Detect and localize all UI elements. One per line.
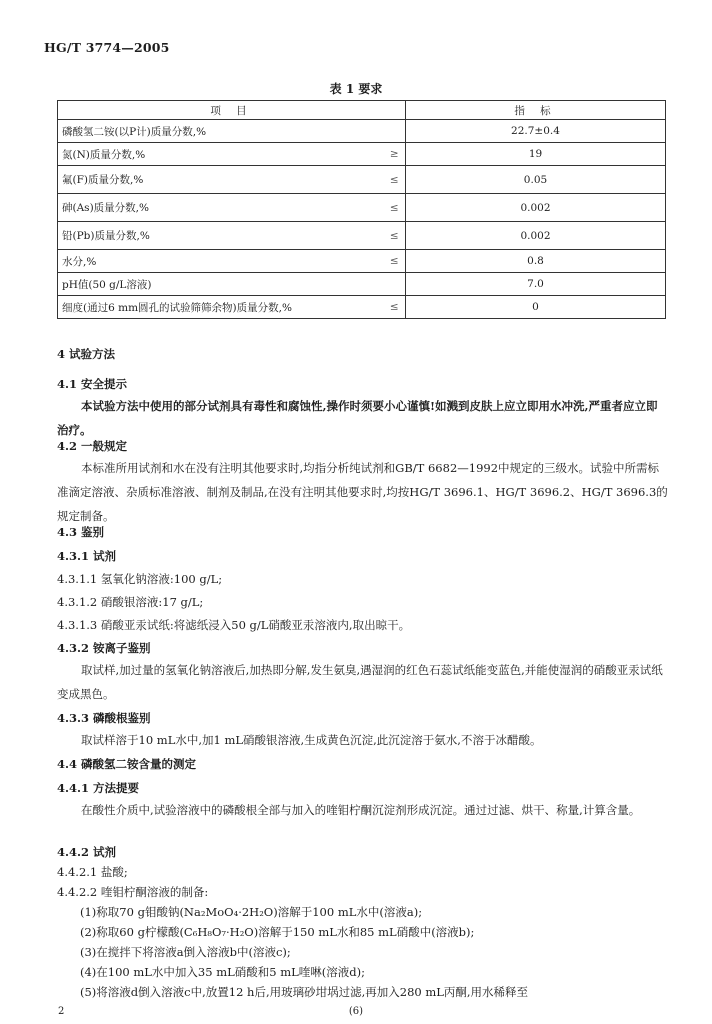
ammonium-identification-paragraph: 取试样,加过量的氢氧化钠溶液后,加热即分解,发生氨臭,遇湿润的红色石蕊试纸能变蓝色,并能使湿润的硝酸亚汞试纸变成黑色。 xyxy=(57,663,663,701)
row-sign: ≤ xyxy=(384,296,406,319)
row-value: 0.8 xyxy=(406,250,666,273)
row-sign: ≤ xyxy=(384,166,406,194)
section-4-3-heading: 4.3 鉴别 xyxy=(57,525,105,539)
section-4-3-1-heading: 4.3.1 试剂 xyxy=(57,549,117,563)
table-row xyxy=(58,143,666,166)
section-4-2-heading: 4.2 一般规定 xyxy=(57,439,128,453)
general-provisions-paragraph: 本标准所用试剂和水在没有注明其他要求时,均指分析纯试剂和GB/T 6682—1992中规定的三级水。试验中所需标准滴定溶液、杂质标准溶液、制剂及制品,在没有注明其他要求时,均按HG/T 3696.1、HG/T 3696.2、HG/T 3696.3的规定制备。 xyxy=(57,461,668,523)
row-sign: ≤ xyxy=(384,222,406,250)
row-item: 氟(F)质量分数,% xyxy=(58,166,384,194)
item-4-3-1-1: 4.3.1.1 氢氧化钠溶液:100 g/L; xyxy=(57,572,223,586)
step-3: (3)在搅拌下将溶液a倒入溶液b中(溶液c); xyxy=(80,945,291,959)
row-item: 水分,% xyxy=(58,250,384,273)
row-value: 0.002 xyxy=(406,222,666,250)
row-sign xyxy=(384,273,406,296)
table-row xyxy=(58,166,666,194)
step-2: (2)称取60 g柠檬酸(C₆H₈O₇·H₂O)溶解于150 mL水和85 mL硝酸中(溶液b); xyxy=(80,925,475,939)
row-item: 细度(通过6 mm圆孔的试验筛筛余物)质量分数,% xyxy=(58,296,384,319)
row-sign: ≤ xyxy=(384,194,406,222)
row-item: pH值(50 g/L溶液) xyxy=(58,273,384,296)
item-4-4-2-2: 4.4.2.2 喹钼柠酮溶液的制备: xyxy=(57,885,209,899)
section-4-4-1-heading: 4.4.1 方法提要 xyxy=(57,781,140,795)
table-row xyxy=(58,250,666,273)
row-value: 0.002 xyxy=(406,194,666,222)
table-row xyxy=(58,296,666,319)
item-4-4-2-1: 4.4.2.1 盐酸; xyxy=(57,865,128,879)
table-caption: 表 1 要求 xyxy=(329,82,383,96)
footer-center-mark: (6) xyxy=(348,1006,364,1017)
item-4-3-1-2: 4.3.1.2 硝酸银溶液:17 g/L; xyxy=(57,595,204,609)
section-4-4-heading: 4.4 磷酸氢二铵含量的测定 xyxy=(57,757,197,771)
row-sign xyxy=(384,120,406,143)
step-4: (4)在100 mL水中加入35 mL硝酸和5 mL喹啉(溶液d); xyxy=(80,965,365,979)
table-header-row xyxy=(58,101,666,120)
phosphate-identification-paragraph: 取试样溶于10 mL水中,加1 mL硝酸银溶液,生成黄色沉淀,此沉淀溶于氨水,不溶于冰醋酸。 xyxy=(81,733,542,747)
row-item: 铅(Pb)质量分数,% xyxy=(58,222,384,250)
row-value: 19 xyxy=(406,143,666,166)
row-item: 砷(As)质量分数,% xyxy=(58,194,384,222)
row-value: 7.0 xyxy=(406,273,666,296)
header-value: 指 标 xyxy=(406,101,666,120)
item-4-3-1-3: 4.3.1.3 硝酸亚汞试纸:将滤纸浸入50 g/L硝酸亚汞溶液内,取出晾干。 xyxy=(57,618,411,632)
section-4-3-2-heading: 4.3.2 铵离子鉴别 xyxy=(57,641,151,655)
standard-code: HG/T 3774—2005 xyxy=(44,40,170,55)
method-summary-paragraph: 在酸性介质中,试验溶液中的磷酸根全部与加入的喹钼柠酮沉淀剂形成沉淀。通过过滤、烘干、称量,计算含量。 xyxy=(81,803,641,817)
row-item: 氮(N)质量分数,% xyxy=(58,143,384,166)
section-4-1-heading: 4.1 安全提示 xyxy=(57,377,128,391)
table-row xyxy=(58,222,666,250)
section-4-4-2-heading: 4.4.2 试剂 xyxy=(57,845,117,859)
section-4-heading: 4 试验方法 xyxy=(57,347,116,361)
step-5: (5)将溶液d倒入溶液c中,放置12 h后,用玻璃砂坩埚过滤,再加入280 mL丙酮,用水稀释至 xyxy=(80,985,529,999)
requirements-table xyxy=(57,100,666,319)
row-value: 22.7±0.4 xyxy=(406,120,666,143)
step-1: (1)称取70 g钼酸钠(Na₂MoO₄·2H₂O)溶解于100 mL水中(溶液a); xyxy=(80,905,423,919)
section-4-3-3-heading: 4.3.3 磷酸根鉴别 xyxy=(57,711,151,725)
table-row xyxy=(58,120,666,143)
row-sign: ≥ xyxy=(384,143,406,166)
safety-paragraph: 本试验方法中使用的部分试剂具有毒性和腐蚀性,操作时须要小心谨慎!如溅到皮肤上应立即用水冲洗,严重者应立即治疗。 xyxy=(57,399,658,437)
row-item: 磷酸氢二铵(以P计)质量分数,% xyxy=(58,120,384,143)
table-row xyxy=(58,273,666,296)
header-item: 项 目 xyxy=(58,101,406,120)
row-value: 0.05 xyxy=(406,166,666,194)
table-row xyxy=(58,194,666,222)
row-value: 0 xyxy=(406,296,666,319)
row-sign: ≤ xyxy=(384,250,406,273)
page-number: 2 xyxy=(58,1006,65,1017)
